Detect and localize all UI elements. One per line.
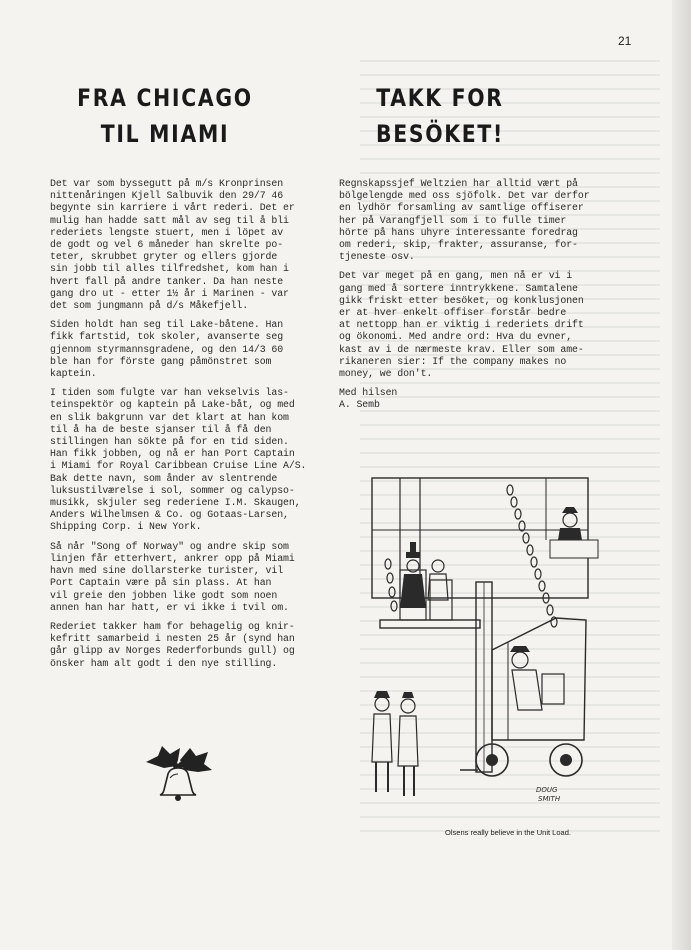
article-paragraph [50, 178, 335, 312]
text-line: vil greie den jobben like godt som noen [50, 589, 278, 601]
text-line: er at hver enkelt offiser forstår bedre [339, 307, 567, 319]
text-line: teinspektör og kaptein på Lake-båt, og med [50, 399, 295, 411]
headline-line: TIL MIAMI [100, 120, 230, 148]
text-line: at nettopp han er viktig i rederiets drift [339, 319, 584, 331]
text-line: her på Varangfjell som i to fulle timer [339, 214, 567, 226]
text-line: og ökonomi. Med andre ord: Hva du evner, [339, 331, 573, 343]
text-line: mulig han hadde satt mål av seg til å bli [50, 214, 289, 226]
text-line: linjen får etterhvert, ankrer opp på Miami [50, 552, 295, 564]
text-line: tjeneste osv. [339, 251, 415, 263]
right-article-body [339, 178, 624, 419]
text-line: fikk fartstid, tok skoler, avanserte seg [50, 331, 284, 343]
christmas-bell-holly-icon [140, 740, 215, 805]
text-line: Bak dette navn, som ånder av slentrende [50, 472, 278, 484]
text-line: I tiden som fulgte var han vekselvis las- [50, 387, 289, 399]
cartoonist-signature-line: SMITH [538, 795, 561, 803]
text-line: gang med å sortere inntrykkene. Samtalene [339, 282, 578, 294]
headline-line: FRA CHICAGO [77, 84, 253, 112]
closing-signature [339, 387, 624, 411]
text-line: ble han for förste gang påmönstret som [50, 355, 272, 367]
text-line: Rederiet takker ham for behagelig og knir- [50, 620, 295, 632]
text-line: går glipp av Norges Rederforbunds gull) og [50, 645, 295, 657]
article-paragraph [339, 270, 624, 380]
text-line: en slik bakgrunn var det klart at han kom [50, 411, 289, 423]
text-line: Så når "Song of Norway" og andre skip som [50, 540, 289, 552]
text-line: money, we don't. [339, 368, 433, 380]
text-line: gikk friskt etter besöket, og konklusjonen [339, 294, 584, 306]
text-line: gang dro ut - etter 1½ år i Marinen - var [50, 287, 289, 299]
text-line: musikk, skjuler seg rederiene I.M. Skaugen, [50, 497, 301, 509]
text-line: kefritt samarbeid i nesten 25 år (synd han [50, 633, 295, 645]
text-line: Anders Wilhelmsen & Co. og Gotaas-Larsen, [50, 509, 289, 521]
text-line: Regnskapssjef Weltzien har alltid vært på [339, 178, 578, 189]
text-line: Siden holdt han seg til Lake-båtene. Han [50, 319, 284, 331]
page-edge-shadow [672, 0, 691, 950]
text-line: om rederi, skip, frakter, assuranse, for- [339, 239, 578, 251]
text-line: bölgelengde med oss sjöfolk. Det var derfor [339, 190, 590, 202]
text-line: önsker ham alt godt i den nye stilling. [50, 657, 278, 669]
article-paragraph [50, 541, 335, 614]
text-line: en lydhör forsamling av samtlige offiserer [339, 202, 584, 214]
text-line: stillingen han sökte på for en tid siden. [50, 436, 289, 448]
left-headline [67, 80, 263, 152]
cartoonist-signature-line: DOUG [536, 786, 558, 794]
text-line: de godt og vel 6 måneder han skrelte po- [50, 239, 284, 251]
text-line: hvert fall på andre tanker. Da han neste [50, 275, 284, 287]
signature-line: Med hilsen [339, 387, 398, 399]
text-line: Han fikk jobben, og nå er han Port Captain [50, 448, 295, 460]
article-paragraph [50, 387, 335, 533]
text-line: havn med sine dollarsterke turister, vil [50, 565, 284, 577]
text-line: Det var som byssegutt på m/s Kronprinsen [50, 178, 284, 189]
cartoon-caption: Olsens really believe in the Unit Load. [445, 828, 571, 837]
article-paragraph [339, 178, 624, 263]
text-line: begynte sin karriere i vårt rederi. Det er [50, 202, 295, 214]
text-line: nittenåringen Kjell Salbuvik den 29/7 46 [50, 190, 284, 202]
article-paragraph [50, 319, 335, 380]
text-line: hörte på hans uhyre interessante foredrag [339, 226, 578, 238]
text-line: luksustilværelse i sol, sommer og calypso- [50, 484, 295, 496]
text-line: det som jungmann på d/s Måkefjell. [50, 300, 249, 312]
headline-line: TAKK FOR [376, 84, 504, 112]
text-line: rederiets lengste stuert, men i löpet av [50, 226, 284, 238]
page-number: 21 [618, 34, 632, 48]
text-line: Shipping Corp. i New York. [50, 521, 202, 533]
text-line: kaptein. [50, 368, 97, 380]
text-line: teter, skrubbet gryter og ellers gjorde [50, 251, 278, 263]
left-article-body [50, 178, 335, 677]
headline-line: BESÖKET! [375, 120, 505, 148]
text-line: annen han har hatt, er vi ikke i tvil om. [50, 601, 289, 613]
article-paragraph [50, 621, 335, 670]
signature-line: A. Semb [339, 399, 380, 411]
text-line: i Miami for Royal Caribbean Cruise Line A/S. [50, 460, 307, 472]
text-line: kast av i de nærmeste krav. Eller som ame- [339, 343, 584, 355]
cartoon-illustration [360, 470, 600, 810]
text-line: Port Captain være på sin plass. At han [50, 577, 272, 589]
text-line: sin jobb til alles tilfredshet, kom han i [50, 263, 289, 275]
text-line: til å ha de beste sjanser til å få den [50, 423, 272, 435]
right-headline [347, 80, 534, 152]
text-line: gjennom styrmannsgradene, og den 14/3 60 [50, 343, 284, 355]
text-line: Det var meget på en gang, men nå er vi i [339, 270, 573, 282]
text-line: rikaneren sier: If the company makes no [339, 355, 567, 367]
